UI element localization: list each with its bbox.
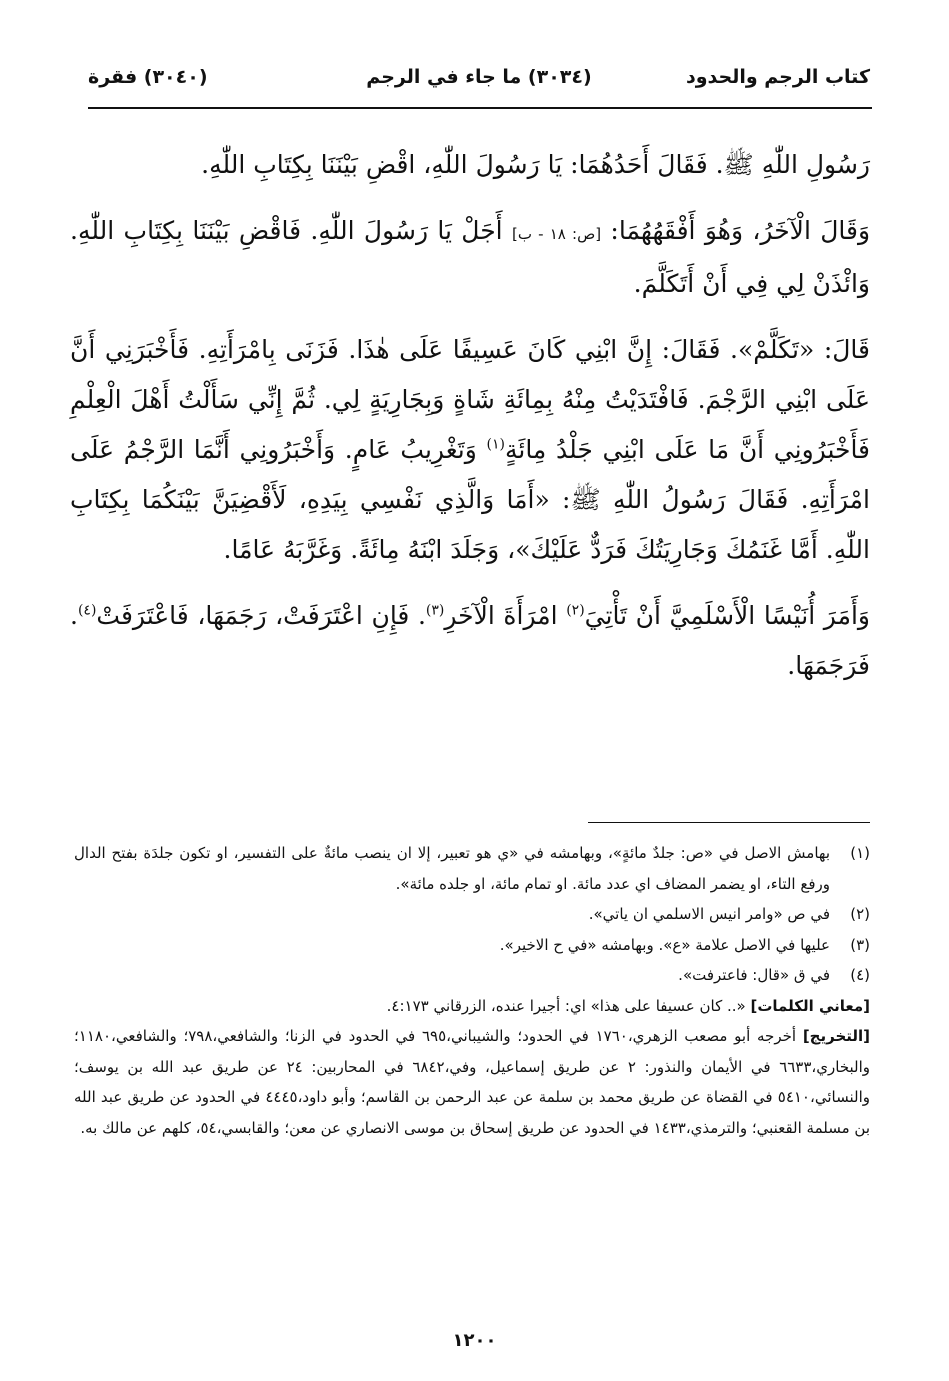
hadith-text-segment: أَجَلْ يَا رَسُولَ اللّٰهِ. فَاقْضِ بَيْنَنَا بِكِتَابِ اللّٰهِ. وَائْذَنْ لِي فِي أَنْ أَتَكَلَّمَ. xyxy=(70,216,870,298)
footnote-text: عليها في الاصل علامة «ع». وبهامشه «في ح الاخير». xyxy=(499,935,830,954)
manuscript-page-ref: [ص: ١٨ - ب] xyxy=(511,225,602,243)
footnote-text: بهامش الاصل في «ص: جلدٌ مائةٍ»، وبهامشه في «ي هو تعبير، إلا ان ينصب مائةٌ على التفسير، او تكون جلدَة بفتح الدال ورفع التاء، او يضمر المضاف اي عدد مائة. او تمام مائة، او جلده مائة». xyxy=(74,844,830,893)
footnote-text: في ق «قال: فاعترفت». xyxy=(678,966,830,984)
hadith-text-segment: قَالَ: «تَكَلَّمْ». فَقَالَ: إِنَّ ابْنِي كَانَ عَسِيفًا عَلَى هٰذَا. فَزَنَى بِامْرَأَتِهِ. فَأَخْبَرَنِي أَنَّ عَلَى ابْنِي الرَّجْمَ. فَافْتَدَيْتُ مِنْهُ بِمِائَةِ شَاةٍ وَبِجَارِيَةٍ لِي. ثُمَّ إِنِّي سَأَلْتُ أَهْلَ الْعِلْمِ فَأَخْبَرُونِي أَنَّ مَا عَلَى ابْنِي جَلْدُ مِائَةٍ xyxy=(70,335,871,464)
footnotes-section xyxy=(74,838,870,1143)
hadith-paragraph-1: رَسُولِ اللّٰهِ ﷺ. فَقَالَ أَحَدُهُمَا: يَا رَسُولَ اللّٰهِ، اقْضِ بَيْنَنَا بِكِتَابِ اللّٰهِ. xyxy=(201,150,870,179)
footnote-number: (١) xyxy=(850,844,870,862)
footnote-item xyxy=(74,930,870,961)
footnote-marker-1: (١) xyxy=(486,436,505,453)
footnote-number: (٣) xyxy=(850,935,870,954)
hadith-text-segment: امْرَأَةَ الْآخَرِ xyxy=(444,601,558,630)
word-meanings-note xyxy=(74,991,870,1022)
takhrij-text: أخرجه أبو مصعب الزهري،١٧٦٠ في الحدود؛ والشيباني،٦٩٥ في الحدود في الزنا؛ والشافعي،٧٩٨؛ والشافعي،١١٨٠؛ والبخاري،٦٦٣٣ في الأيمان والنذور: ٢ عن طريق إسماعيل، وفي،٦٨٤٢ في المحاربين: ٢٤ عن طريق عبد الله بن يوسف؛ والنسائي،٥٤١٠ في القضاة عن طريق محمد بن سلمة عن عبد الرحمن بن القاسم؛ وأبو داود،٤٤٤٥ في الحدود عن طريق عبد الله بن مسلمة القعنبي؛ والترمذي،١٤٣٣ في الحدود عن طريق إسحاق بن موسى الانصاري عن معن؛ والقابسي،٥٤، كلهم عن مالك به. xyxy=(74,1027,871,1137)
takhrij-note xyxy=(74,1021,870,1143)
hadith-text-segment: . فَإِنِ اعْتَرَفَتْ، رَجَمَهَا، فَاعْتَرَفَتْ xyxy=(96,601,426,630)
footnote-marker-3: (٣) xyxy=(425,602,445,619)
hadith-paragraph-3 xyxy=(70,325,870,575)
takhrij-label: [التخريج] xyxy=(802,1027,871,1045)
footnote-item xyxy=(74,960,870,991)
chapter-title: (٣٠٣٤) ما جاء في الرجم xyxy=(366,66,592,88)
footnote-divider xyxy=(588,822,870,823)
paragraph-number: (٣٠٤٠) فقرة xyxy=(88,66,208,88)
header-divider xyxy=(88,107,872,109)
footnote-text: في ص «وامر انيس الاسلمي ان ياتي». xyxy=(588,905,830,923)
hadith-paragraph-4 xyxy=(70,591,870,691)
page-number: ١٢٠٠ xyxy=(452,1330,497,1351)
hadith-text-segment: وَتَغْرِيبُ عَامٍ. وَأَخْبَرُونِي أَنَّمَا الرَّجْمُ عَلَى امْرَأَتِهِ. فَقَالَ رَسُولُ اللّٰهِ ﷺ: «أَمَا وَالَّذِي نَفْسِي بِيَدِهِ، لَأَقْضِيَنَّ بَيْنَكُمَا بِكِتَابِ اللّٰهِ. أَمَّا غَنَمُكَ وَجَارِيَتُكَ فَرَدٌّ عَلَيْكَ»، وَجَلَدَ ابْنَهُ مِائَةً. وَغَرَّبَهُ عَامًا. xyxy=(70,435,870,564)
footnote-item xyxy=(74,899,870,930)
word-meanings-label: [معاني الكلمات] xyxy=(750,996,870,1015)
book-title: كتاب الرجم والحدود xyxy=(685,66,870,88)
hadith-text-segment: . فَرَجَمَهَا. xyxy=(70,601,870,680)
hadith-paragraph-2 xyxy=(70,206,870,309)
hadith-text-segment: وَقَالَ الْآخَرُ، وَهُوَ أَفْقَهُهُمَا: xyxy=(610,216,871,245)
footnote-item xyxy=(74,838,870,899)
footnote-number: (٢) xyxy=(850,905,870,923)
footnote-number: (٤) xyxy=(850,966,870,984)
running-header xyxy=(88,66,870,100)
word-meanings-text: «.. كان عسيفا على هذا» اي: أجيرا عنده، الزرقاني ٤:١٧٣. xyxy=(386,996,746,1015)
hadith-text-segment: وَأَمَرَ أُنَيْسًا الْأَسْلَمِيَّ أَنْ تَأْتِيَ xyxy=(584,601,870,630)
hadith-text xyxy=(70,140,870,691)
footnote-marker-2: (٢) xyxy=(566,602,585,619)
footnote-marker-4: (٤) xyxy=(77,602,97,619)
